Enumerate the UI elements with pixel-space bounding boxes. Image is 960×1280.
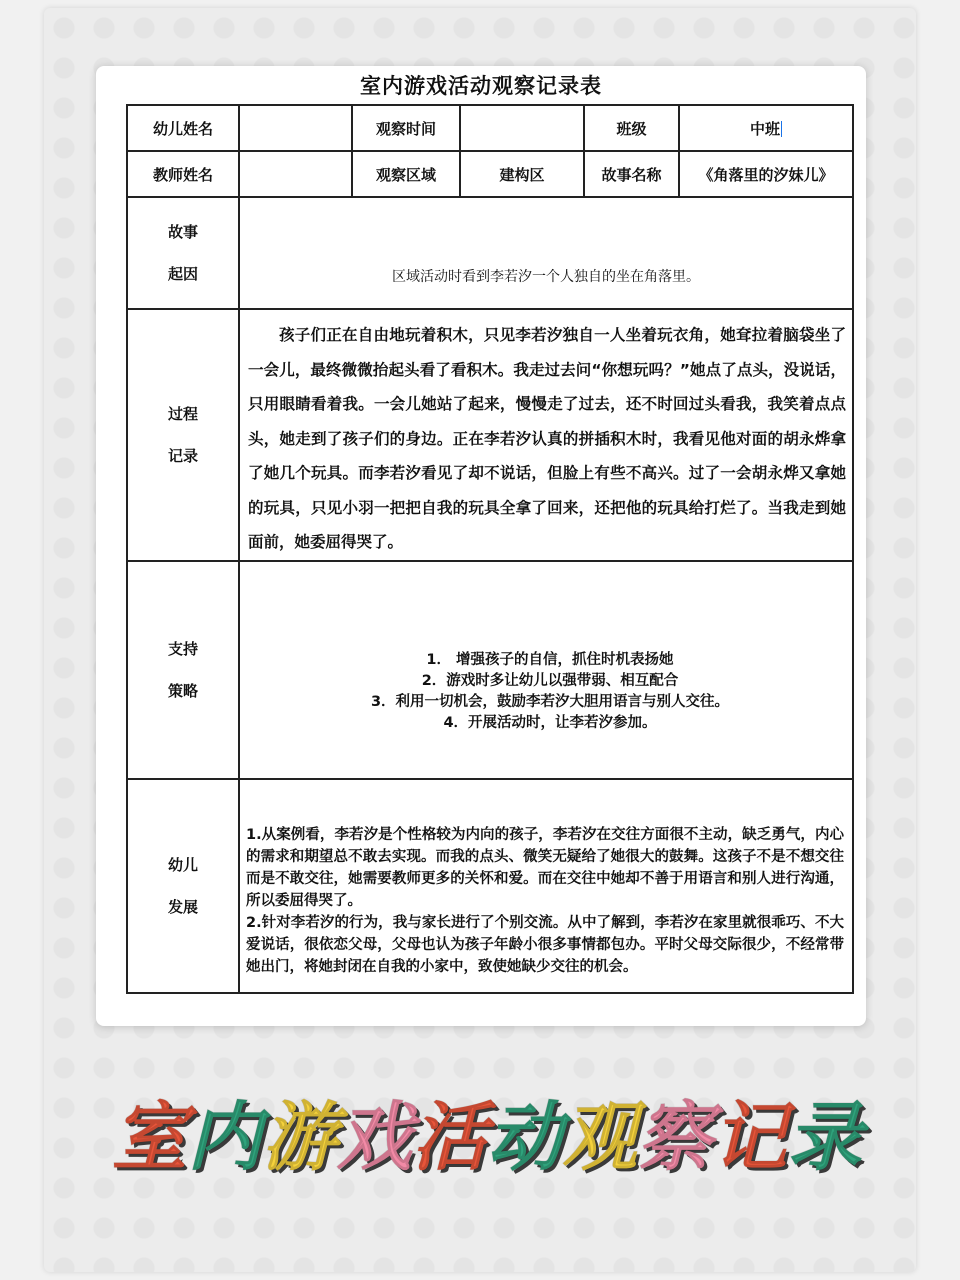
- support-label: [127, 561, 239, 779]
- observation-record-table: [126, 104, 854, 994]
- support-list: [240, 606, 852, 734]
- development-cell: [239, 779, 853, 993]
- banner-char: 动: [487, 1093, 563, 1181]
- support-label-line1: 支持: [167, 639, 198, 658]
- teacher-name-value: [239, 151, 352, 197]
- banner-title: [112, 1078, 863, 1181]
- banner-char: 录: [787, 1093, 863, 1181]
- story-name-label: 故事名称: [584, 151, 679, 197]
- text-cursor: [781, 121, 782, 137]
- process-cell: [239, 309, 853, 561]
- banner-char: 察: [637, 1093, 713, 1181]
- teacher-name-label: 教师姓名: [127, 151, 239, 197]
- document-title: 室内游戏活动观察记录表: [360, 74, 602, 98]
- development-label-line1: 幼儿: [167, 855, 198, 874]
- banner-char: 记: [712, 1093, 788, 1181]
- development-text: [240, 794, 852, 978]
- banner-char: 戏: [337, 1093, 413, 1181]
- observation-time-label: 观察时间: [352, 105, 460, 151]
- cause-text: 区域活动时看到李若汐一个人独自的坐在角落里。: [392, 269, 700, 285]
- development-paragraph-1: 1.从案例看，李若汐是个性格较为内向的孩子，李若汐在交往方面很不主动，缺乏勇气，内心的需求和期望总不敢去实现。而我的点头、微笑无疑给了她很大的鼓舞。这孩子不是不想交往而是不敢交往，她需要教师更多的关怀和爱。而在交往中她却不善于用语言和别人进行沟通，所以委屈得哭了。: [246, 826, 844, 909]
- table-row: [127, 561, 853, 779]
- cause-label-line1: 故事: [167, 223, 198, 241]
- support-cell: [239, 561, 853, 779]
- cause-label: [127, 197, 239, 309]
- observation-time-value: [460, 105, 584, 151]
- list-item: 3．利用一切机会，鼓励李若汐大胆用语言与别人交往。: [370, 693, 730, 710]
- class-value-cell: [679, 105, 853, 151]
- process-label-line2: 记录: [167, 446, 198, 465]
- child-name-label: 幼儿姓名: [127, 105, 239, 151]
- cause-label-line2: 起因: [167, 265, 198, 283]
- process-text: 孩子们正在自由地玩着积木，只见李若汐独自一人坐着玩衣角，她耷拉着脑袋坐了一会儿，最终微微抬起头看了看积木。我走过去问“你想玩吗？”她点了点头，没说话，只用眼睛看着我。一会儿她站了起来，慢慢走了过去，还不时回过头看我，我笑着点点头，她走到了孩子们的身边。正在李若汐认真的拼插积木时，我看见他对面的胡永烨拿了她几个玩具。而李若汐看见了却不说话，但脸上有些不高兴。过了一会胡永烨又拿她的玩具，只见小羽一把把自我的玩具全拿了回来，还把他的玩具给打烂了。当我走到她面前，她委屈得哭了。: [248, 326, 846, 551]
- banner-char: 活: [412, 1093, 488, 1181]
- story-name-value: 《角落里的汐妹儿》: [679, 151, 853, 197]
- banner-char: 观: [562, 1093, 638, 1181]
- process-label: [127, 309, 239, 561]
- class-label: 班级: [584, 105, 679, 151]
- table-row: [127, 151, 853, 197]
- development-label-line2: 发展: [167, 897, 198, 916]
- process-label-line1: 过程: [167, 404, 198, 423]
- table-row: [127, 105, 853, 151]
- child-name-value: [239, 105, 352, 151]
- support-label-line2: 策略: [167, 681, 198, 700]
- banner-char: 内: [187, 1093, 263, 1181]
- table-row: [127, 197, 853, 309]
- banner-char: 室: [112, 1093, 188, 1181]
- development-paragraph-2: 2.针对李若汐的行为，我与家长进行了个别交流。从中了解到，李若汐在家里就很乖巧、不大爱说话，很依恋父母，父母也认为孩子年龄小很多事情都包办。平时父母交际很少，不经常带她出门，将她封闭在自我的小家中，致使她缺少交往的机会。: [246, 914, 844, 975]
- cause-cell: [239, 197, 853, 309]
- table-row: [127, 309, 853, 561]
- table-row: [127, 779, 853, 993]
- observation-area-value: 建构区: [460, 151, 584, 197]
- banner-char: 游: [262, 1093, 338, 1181]
- class-value: 中班: [749, 119, 780, 138]
- observation-area-label: 观察区域: [352, 151, 460, 197]
- development-label: [127, 779, 239, 993]
- list-item: 1． 增强孩子的自信，抓住时机表扬她: [426, 651, 674, 668]
- list-item: 2．游戏时多让幼儿以强带弱、相互配合: [421, 672, 679, 689]
- list-item: 4．开展活动时，让李若汐参加。: [443, 714, 657, 731]
